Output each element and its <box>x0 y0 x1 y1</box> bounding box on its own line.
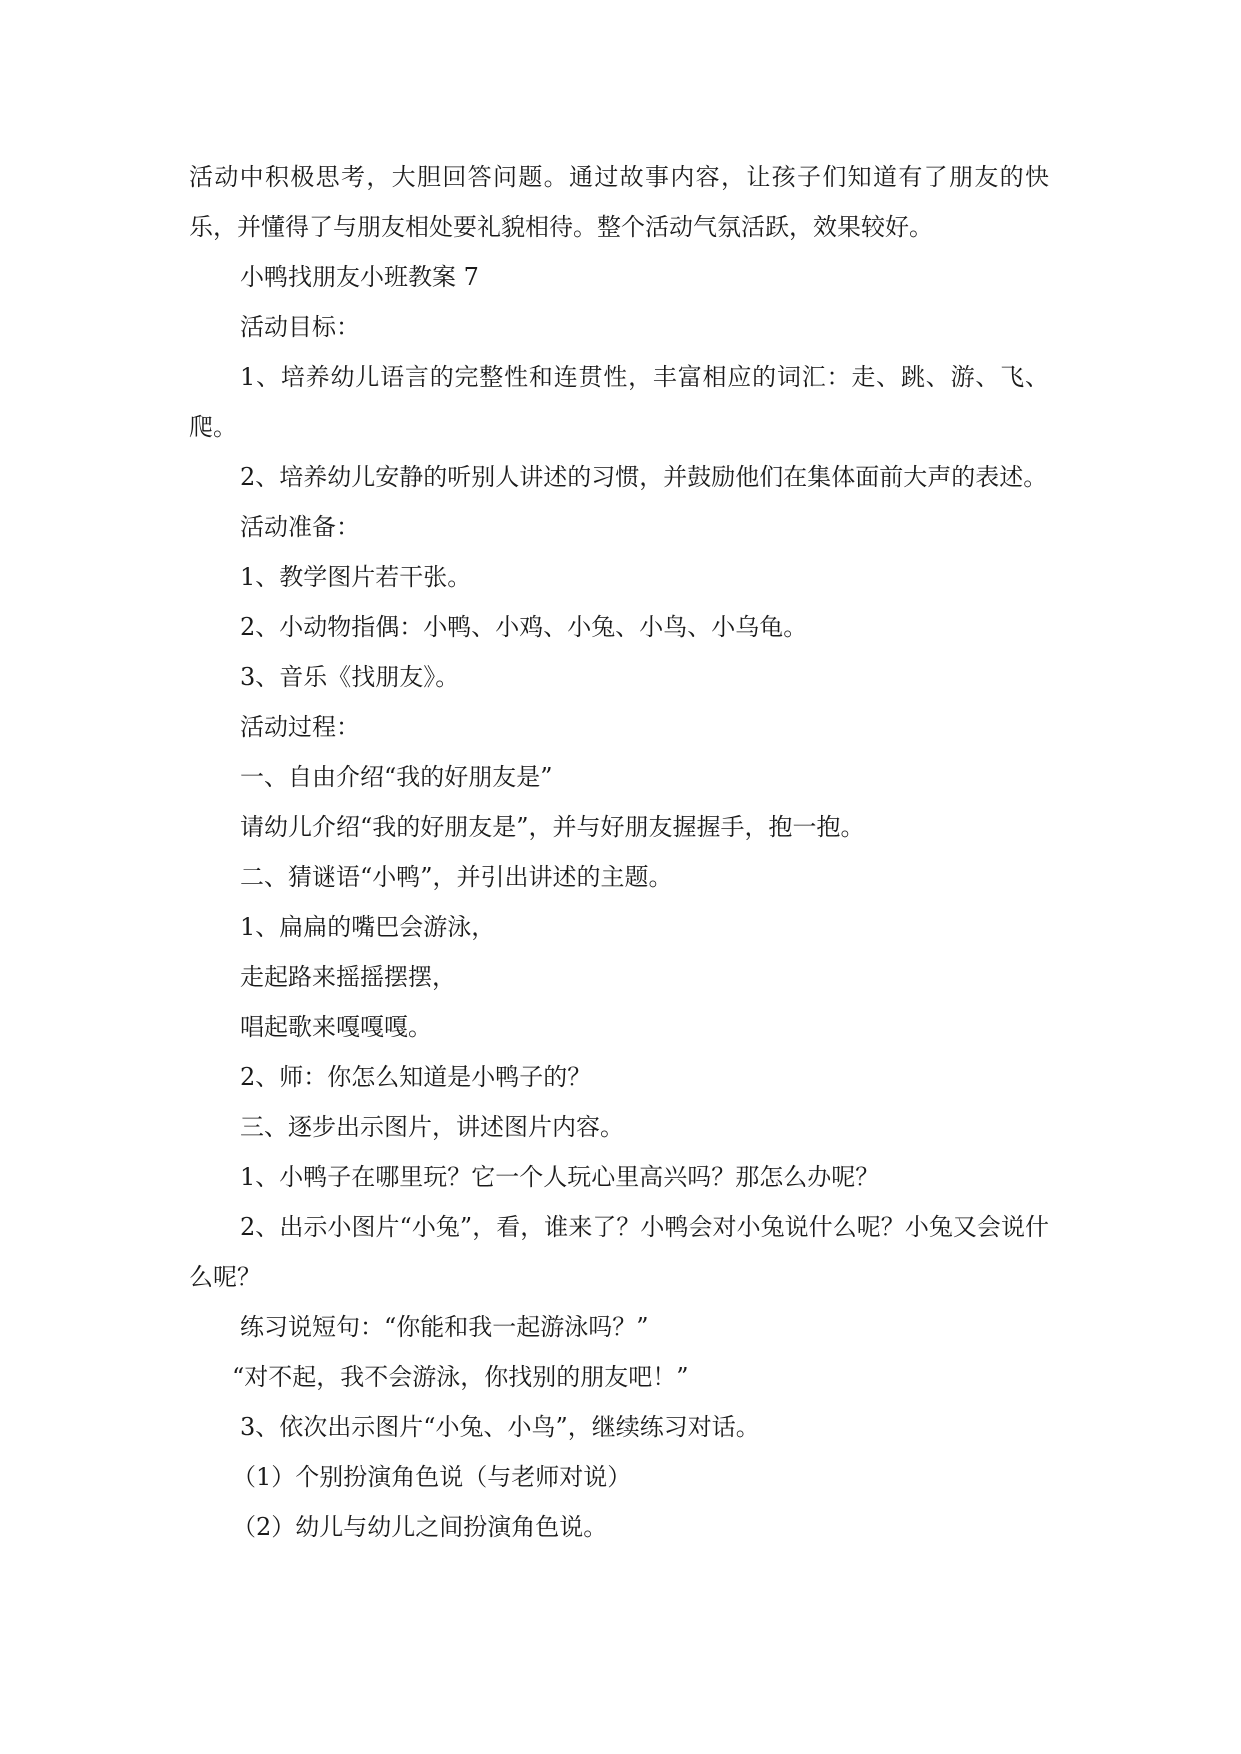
process-step-1-detail: 请幼儿介绍“我的好朋友是”，并与好朋友握握手，抱一抱。 <box>240 813 865 841</box>
paragraph-continuation: 活动中积极思考，大胆回答问题。通过故事内容，让孩子们知道有了朋友的快乐，并懂得了与朋友相处要礼貌相待。整个活动气氛活跃，效果较好。 <box>189 163 1049 241</box>
goal-item-1: 1、培养幼儿语言的完整性和连贯性，丰富相应的词汇：走、跳、游、飞、爬。 <box>189 363 1049 441</box>
preparation-item-2: 2、小动物指偶：小鸭、小鸡、小兔、小鸟、小乌龟。 <box>240 613 808 641</box>
riddle-line-3: 唱起歌来嘎嘎嘎。 <box>240 1013 432 1041</box>
riddle-line-1: 1、扁扁的嘴巴会游泳， <box>240 913 496 941</box>
lesson-plan-title: 小鸭找朋友小班教案 7 <box>240 263 479 291</box>
process-step-2: 二、猜谜语“小鸭”，并引出讲述的主题。 <box>240 863 673 891</box>
process-step-3: 三、逐步出示图片，讲述图片内容。 <box>240 1113 624 1141</box>
practice-sentence: 练习说短句：“你能和我一起游泳吗？” <box>240 1313 649 1341</box>
goal-item-2: 2、培养幼儿安静的听别人讲述的习惯，并鼓励他们在集体面前大声的表述。 <box>240 463 1048 491</box>
preparation-item-1: 1、教学图片若干张。 <box>240 563 472 591</box>
section-heading-preparation: 活动准备： <box>240 513 360 541</box>
section-heading-process: 活动过程： <box>240 713 360 741</box>
practice-reply: “对不起，我不会游泳，你找别的朋友吧！” <box>232 1363 689 1391</box>
roleplay-item-2: （2）幼儿与幼儿之间扮演角色说。 <box>232 1513 608 1541</box>
riddle-question: 2、师：你怎么知道是小鸭子的？ <box>240 1063 592 1091</box>
process-step-3-item-3: 3、依次出示图片“小兔、小鸟”，继续练习对话。 <box>240 1413 760 1441</box>
process-step-3-item-1: 1、小鸭子在哪里玩？它一个人玩心里高兴吗？那怎么办呢？ <box>240 1163 880 1191</box>
document-body <box>189 152 1049 1552</box>
process-step-3-item-2: 2、出示小图片“小兔”，看，谁来了？小鸭会对小兔说什么呢？小兔又会说什么呢？ <box>189 1213 1049 1291</box>
section-heading-goals: 活动目标： <box>240 313 360 341</box>
roleplay-item-1: （1）个别扮演角色说（与老师对说） <box>232 1463 632 1491</box>
preparation-item-3: 3、音乐《找朋友》。 <box>240 663 460 691</box>
riddle-line-2: 走起路来摇摇摆摆， <box>240 963 456 991</box>
process-step-1: 一、自由介绍“我的好朋友是” <box>240 763 553 791</box>
